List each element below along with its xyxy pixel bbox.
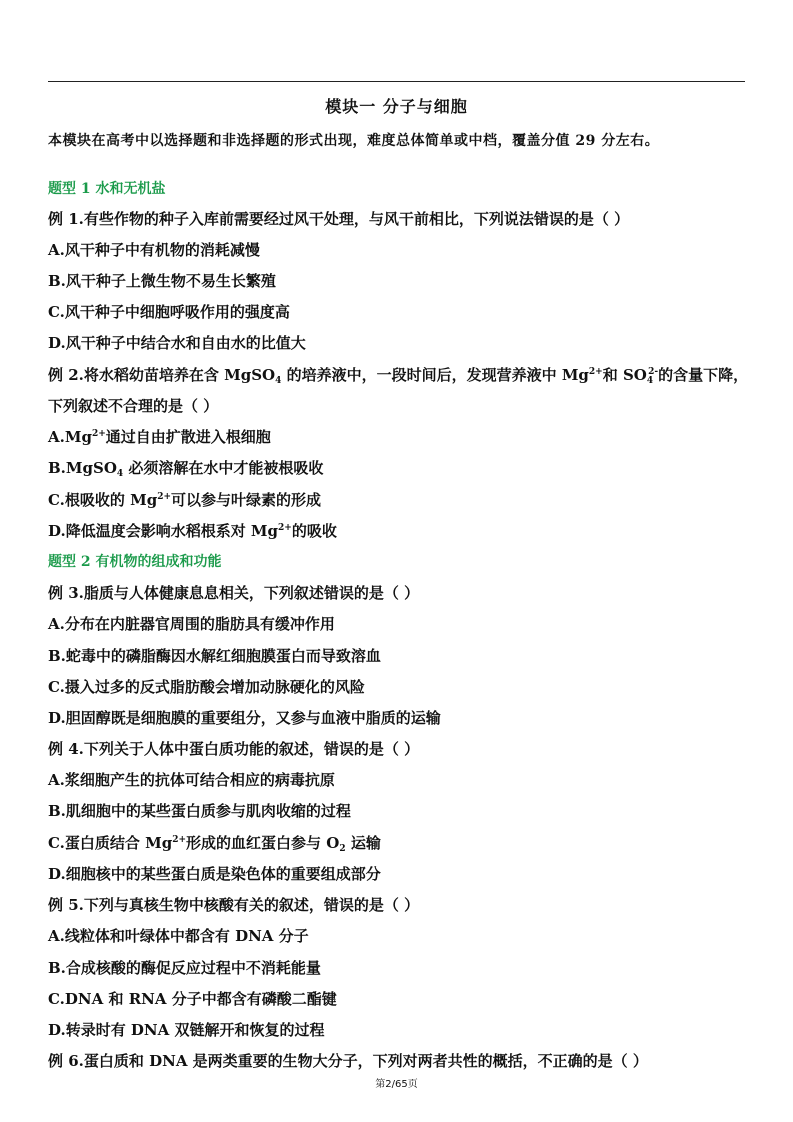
q6-stem: 例 6.蛋白质和 DNA 是两类重要的生物大分子，下列对两者共性的概括，不正确的是（ ） [48,1052,648,1070]
q1-stem: 例 1.有些作物的种子入库前需要经过风干处理，与风干前相比，下列说法错误的是（ ） [48,210,630,228]
q4-stem: 例 4.下列关于人体中蛋白质功能的叙述，错误的是（ ） [48,740,420,758]
q4-option-c: C.蛋白质结合 $Mg^{2+}$形成的血红蛋白参与 $O_2$ 运输 [48,834,381,854]
q1-option-a: A.风干种子中有机物的消耗减慢 [48,241,260,259]
q1-option-c: C.风干种子中细胞呼吸作用的强度高 [48,303,290,321]
q2-stem: 例 2.将水稻幼苗培养在含 MgSO$_4$ 的培养液中，一段时间后，发现营养液中 $Mg^{2+}$和 $SO_4^{2-}$的含量下降， [48,366,749,386]
header-rule [48,81,745,82]
section-heading-2: 题型 2 有机物的组成和功能 [48,554,222,570]
q5-stem: 例 5.下列与真核生物中核酸有关的叙述，错误的是（ ） [48,896,420,914]
q5-option-c: C.DNA 和 RNA 分子中都含有磷酸二酯键 [48,990,337,1008]
q3-option-d: D.胆固醇既是细胞膜的重要组分，又参与血液中脂质的运输 [48,709,441,727]
section-heading-1: 题型 1 水和无机盐 [48,181,166,197]
q4-option-d: D.细胞核中的某些蛋白质是染色体的重要组成部分 [48,865,381,883]
q5-option-b: B.合成核酸的酶促反应过程中不消耗能量 [48,959,321,977]
q3-option-b: B.蛇毒中的磷脂酶因水解红细胞膜蛋白而导致溶血 [48,647,381,665]
q4-option-a: A.浆细胞产生的抗体可结合相应的病毒抗原 [48,771,335,789]
q1-option-d: D.风干种子中结合水和自由水的比值大 [48,334,306,352]
q2-stem-line2: 下列叙述不合理的是（ ） [48,397,219,415]
module-intro: 本模块在高考中以选择题和非选择题的形式出现，难度总体简单或中档，覆盖分值 29 分左右。 [48,133,660,149]
page-title: 模块一 分子与细胞 [325,97,468,116]
q5-option-a: A.线粒体和叶绿体中都含有 DNA 分子 [48,927,309,945]
q5-option-d: D.转录时有 DNA 双链解开和恢复的过程 [48,1021,325,1039]
q2-option-c: C.根吸收的 $Mg^{2+}$可以参与叶绿素的形成 [48,491,322,509]
q2-option-a: $A.Mg^{2+}$通过自由扩散进入根细胞 [48,428,271,446]
q1-option-b: B.风干种子上微生物不易生长繁殖 [48,272,276,290]
q3-stem: 例 3.脂质与人体健康息息相关，下列叙述错误的是（ ） [48,584,420,602]
q2-option-b: B.MgSO$_4$ 必须溶解在水中才能被根吸收 [48,459,324,479]
q4-option-b: B.肌细胞中的某些蛋白质参与肌肉收缩的过程 [48,802,351,820]
q3-option-a: A.分布在内脏器官周围的脂肪具有缓冲作用 [48,615,335,633]
q3-option-c: C.摄入过多的反式脂肪酸会增加动脉硬化的风险 [48,678,365,696]
q2-option-d: D.降低温度会影响水稻根系对 $Mg^{2+}$的吸收 [48,522,337,540]
page-number: 第2/65页 [375,1079,418,1090]
